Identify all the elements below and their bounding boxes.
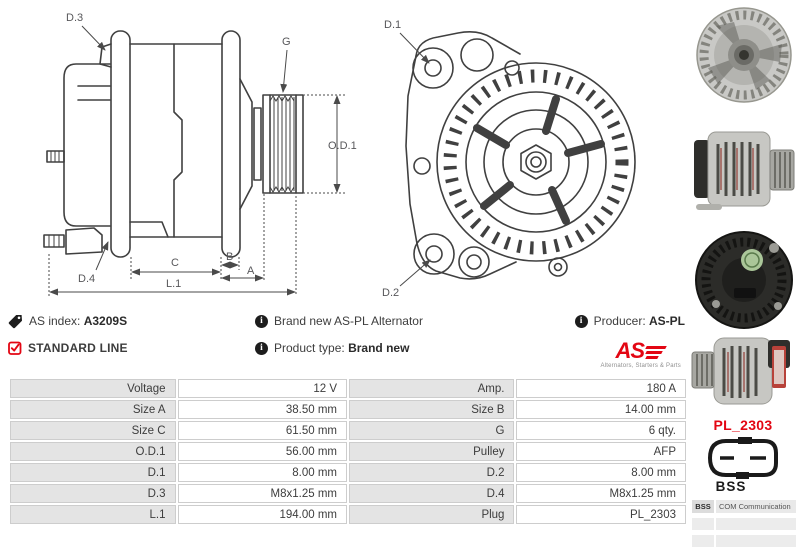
spec-value: PL_2303: [516, 505, 686, 524]
spec-label: Size C: [10, 421, 176, 440]
info-icon: i: [575, 315, 588, 328]
dim-label-a: A: [247, 265, 255, 277]
dim-label-l1: L.1: [166, 278, 182, 290]
product-photo-front[interactable]: [690, 2, 798, 113]
spec-label: D.3: [10, 484, 176, 503]
plug-connector-diagram: [702, 436, 784, 485]
table-row: [10, 505, 686, 524]
product-photo-side[interactable]: [690, 112, 798, 225]
product-photo-angle[interactable]: [690, 330, 798, 417]
dim-label-g: G: [282, 36, 291, 48]
product-type-label: Product type:: [274, 341, 345, 355]
as-pl-logo: [600, 338, 682, 369]
spec-label: Amp.: [349, 379, 514, 398]
as-logo-stripes: [646, 346, 666, 359]
spec-value: 180 A: [516, 379, 686, 398]
spec-value: M8x1.25 mm: [178, 484, 348, 503]
as-index-label: AS index:: [29, 314, 81, 328]
spec-value: 8.00 mm: [516, 463, 686, 482]
info-column-producer: [505, 312, 685, 369]
producer-value: AS-PL: [649, 314, 685, 328]
alternator-side-view-drawing: [6, 4, 362, 309]
table-row: [10, 400, 686, 419]
spec-label: Voltage: [10, 379, 176, 398]
tag-icon: [8, 314, 23, 329]
dim-label-d4: D.4: [78, 273, 96, 285]
dim-label-b: B: [226, 251, 234, 263]
alternator-angle-photo: [690, 330, 798, 412]
table-row: [10, 442, 686, 461]
spec-value: 194.00 mm: [178, 505, 348, 524]
spec-value: 61.50 mm: [178, 421, 348, 440]
spec-label: Pulley: [349, 442, 514, 461]
plug-connector-icon: [702, 436, 784, 480]
spec-value: 6 qty.: [516, 421, 686, 440]
spec-label: O.D.1: [10, 442, 176, 461]
as-index-value: A3209S: [83, 314, 128, 328]
spec-value: 8.00 mm: [178, 463, 348, 482]
dim-label-od1: O.D.1: [328, 140, 357, 152]
spec-value: 56.00 mm: [178, 442, 348, 461]
side-view-svg: [6, 4, 362, 304]
brand-new-text: Brand new AS-PL Alternator: [274, 314, 423, 328]
checked-checkbox-icon: [8, 341, 22, 355]
table-row: [10, 379, 686, 398]
dim-label-d2: D.2: [382, 287, 400, 299]
communication-row: [692, 500, 796, 513]
product-type-value: Brand new: [348, 341, 410, 355]
info-column-index: [8, 312, 128, 366]
spec-value: 12 V: [178, 379, 348, 398]
front-view-svg: [360, 4, 686, 304]
spec-label: Size A: [10, 400, 176, 419]
spec-label: Size B: [349, 400, 514, 419]
spec-label: Plug: [349, 505, 514, 524]
alternator-front-view-drawing: [360, 4, 686, 309]
producer-label: Producer:: [593, 314, 646, 328]
info-icon: i: [255, 342, 268, 355]
brand-new-row: [255, 312, 423, 330]
product-photo-rear[interactable]: [690, 226, 798, 339]
spec-value: M8x1.25 mm: [516, 484, 686, 503]
producer-row: [575, 312, 685, 330]
as-logo-tagline: Alternators, Starters & Parts: [600, 363, 681, 369]
communication-description: COM Communication: [716, 500, 796, 513]
product-photos-column: [688, 0, 800, 555]
spec-value: 14.00 mm: [516, 400, 686, 419]
spec-label: L.1: [10, 505, 176, 524]
table-row: [10, 484, 686, 503]
plug-type-label: BSS: [715, 479, 747, 494]
standard-line-badge: STANDARD LINE: [28, 341, 128, 355]
communication-table: [692, 500, 796, 552]
info-icon: i: [255, 315, 268, 328]
spec-value: 38.50 mm: [178, 400, 348, 419]
spec-label: D.2: [349, 463, 514, 482]
spec-label: D.4: [349, 484, 514, 503]
alternator-front-photo: [690, 2, 798, 108]
as-logo-text: AS: [615, 338, 645, 363]
alternator-rear-photo: [690, 226, 798, 334]
table-row: [10, 421, 686, 440]
communication-row-empty: [692, 518, 796, 530]
dim-label-c: C: [171, 257, 179, 269]
spec-label: D.1: [10, 463, 176, 482]
table-row: [10, 463, 686, 482]
product-type-row: [255, 339, 423, 357]
spec-table: [8, 377, 688, 526]
alternator-side-photo: [690, 112, 798, 220]
communication-code: BSS: [692, 500, 714, 513]
info-column-product: [255, 312, 423, 366]
spec-value: AFP: [516, 442, 686, 461]
dim-label-d1: D.1: [384, 19, 402, 31]
standard-line-row: [8, 339, 128, 357]
plug-code-label: PL_2303: [713, 417, 773, 433]
dim-label-d3: D.3: [66, 12, 84, 24]
as-index-row: [8, 312, 128, 330]
communication-row-empty: [692, 535, 796, 547]
spec-label: G: [349, 421, 514, 440]
